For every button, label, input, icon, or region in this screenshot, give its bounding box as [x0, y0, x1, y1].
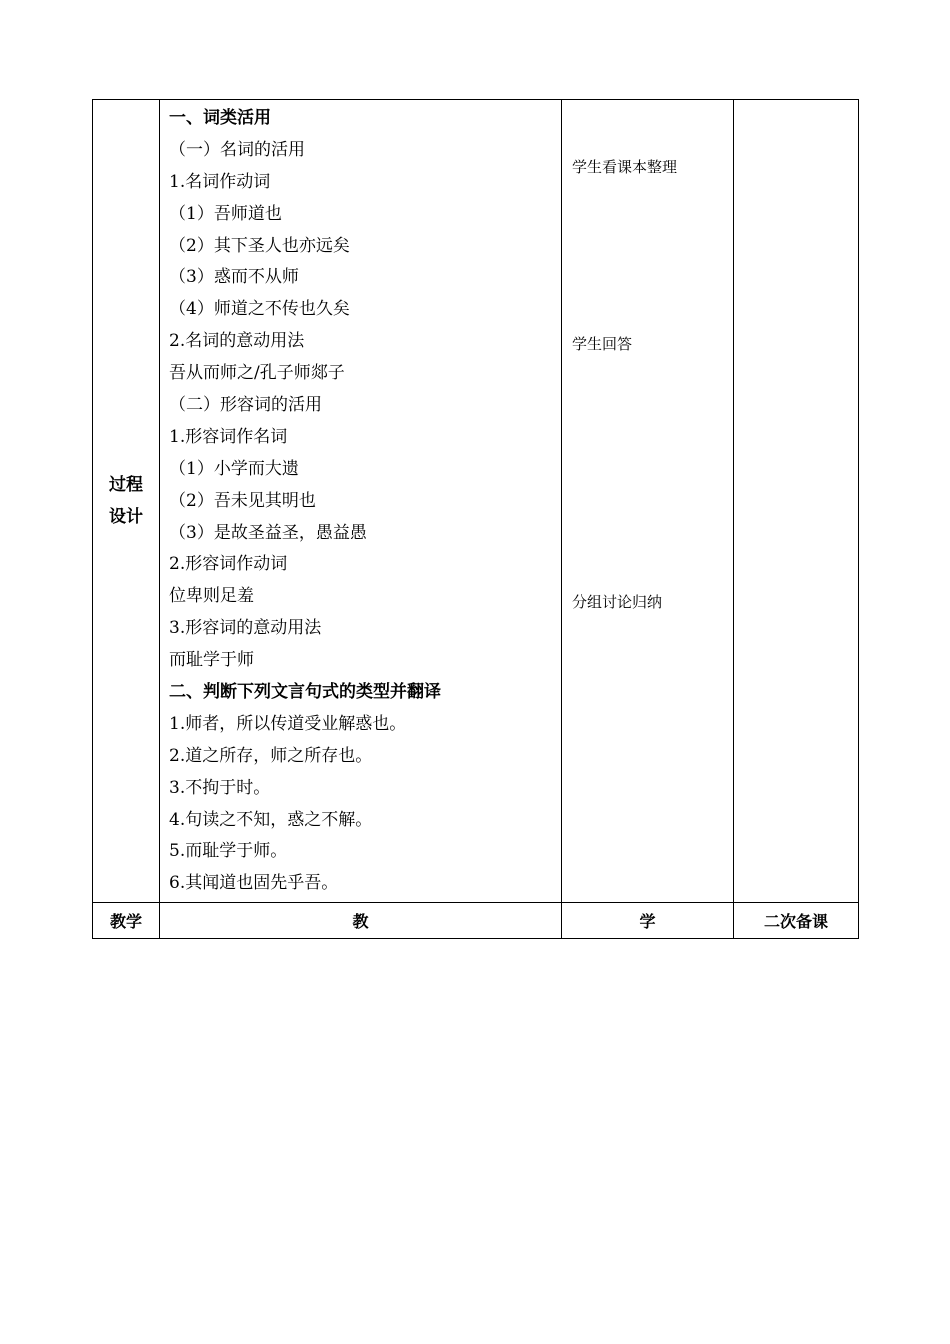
- process-design-label: [93, 100, 160, 903]
- content-line: 1.名词作动词: [169, 171, 271, 192]
- content-line: 3.形容词的意动用法: [169, 618, 322, 639]
- footer-cell: 二次备课: [734, 903, 859, 939]
- content-line: 6.其闻道也固先乎吾。: [169, 873, 339, 894]
- student-activity-cell: [562, 100, 734, 903]
- footer-cell: 教: [160, 903, 562, 939]
- content-line: （1）吾师道也: [169, 203, 282, 224]
- content-line: （3）惑而不从师: [169, 267, 299, 288]
- content-line: （3）是故圣益圣，愚益愚: [169, 522, 367, 543]
- footer-row: [93, 903, 859, 939]
- process-row: [93, 100, 859, 903]
- section-heading: 二、判断下列文言句式的类型并翻译: [169, 682, 441, 703]
- content-line: 4.句读之不知，惑之不解。: [169, 809, 373, 830]
- content-line: （一）名词的活用: [169, 139, 305, 160]
- second-preparation-cell: [734, 100, 859, 903]
- content-line: （二）形容词的活用: [169, 395, 322, 416]
- footer-cell: 教学: [93, 903, 160, 939]
- content-line: 吾从而师之/孔子师郯子: [169, 363, 345, 384]
- content-line: 2.道之所存，师之所存也。: [169, 745, 373, 766]
- section-heading: 一、词类活用: [169, 108, 271, 128]
- teaching-content-cell: [160, 100, 562, 903]
- content-line: （1）小学而大遗: [169, 458, 299, 479]
- content-line: （4）师道之不传也久矣: [169, 299, 350, 320]
- content-line: 而耻学于师: [169, 650, 254, 671]
- side-label-line-1: 过程: [109, 475, 143, 496]
- content-line: 2.名词的意动用法: [169, 331, 305, 352]
- content-lines: [169, 103, 561, 900]
- side-label-line-2: 设计: [109, 507, 143, 528]
- content-line: （2）吾未见其明也: [169, 490, 316, 511]
- lesson-plan-table: [92, 99, 859, 939]
- content-line: 位卑则足羞: [169, 586, 254, 607]
- student-note: 学生回答: [572, 335, 633, 353]
- content-line: 2.形容词作动词: [169, 554, 288, 575]
- footer-cell: 学: [562, 903, 734, 939]
- student-note: 学生看课本整理: [572, 158, 678, 176]
- student-note: 分组讨论归纳: [572, 593, 663, 611]
- content-line: 1.师者，所以传道受业解惑也。: [169, 713, 407, 734]
- content-line: （2）其下圣人也亦远矣: [169, 235, 350, 256]
- content-line: 5.而耻学于师。: [169, 841, 288, 862]
- content-line: 3.不拘于时。: [169, 777, 271, 798]
- content-line: 1.形容词作名词: [169, 426, 288, 447]
